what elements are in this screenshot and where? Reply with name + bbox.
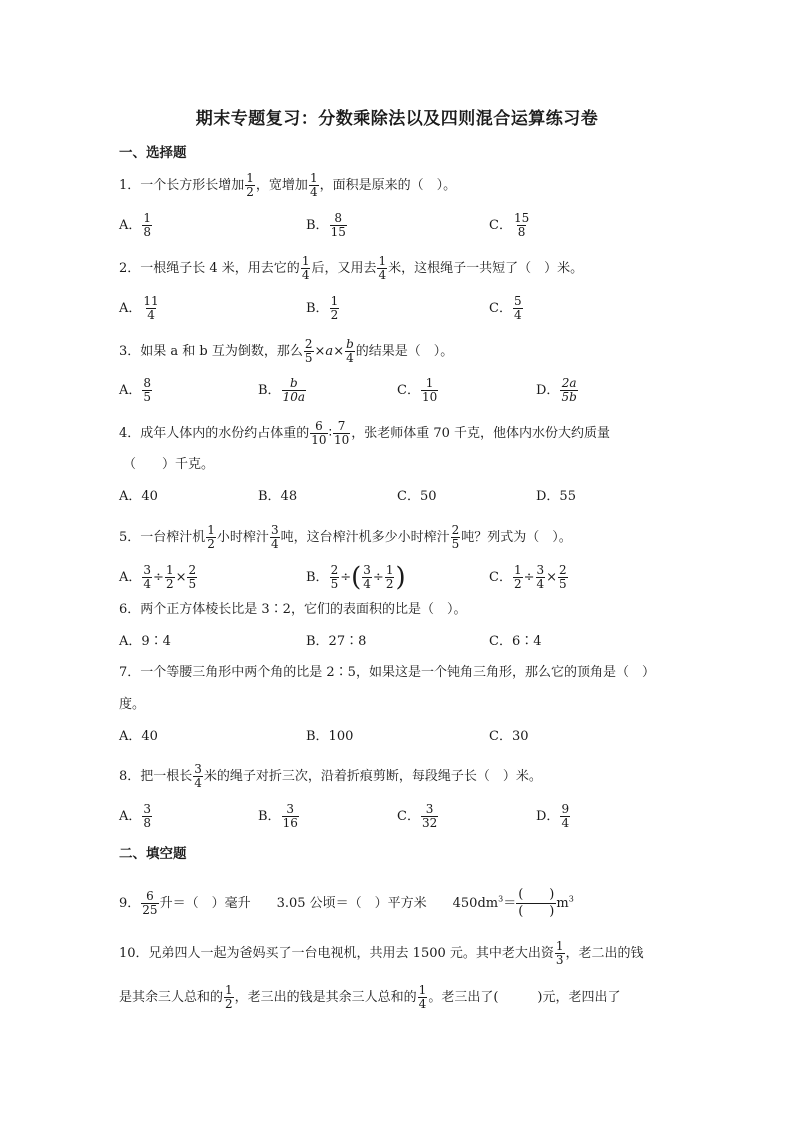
question-10: 10．兄弟四人一起为爸妈买了一台电视机，共用去 1500 元。其中老大出资 $\frac{1}{3}$ ，老二出的钱 (119, 939, 644, 967)
q6-option-c[interactable]: C．6∶4 (489, 634, 542, 649)
q8-option-b[interactable]: B． $\frac{3}{16}$ (258, 802, 298, 830)
question-4: 4．成年人体内的水份约占体重的 $\frac{6}{10}$ ∶ $\frac{7}{10}$ ，张老师体重 70 千克，他体内水份大约质量 (119, 419, 611, 447)
section-fill-heading: 二、填空题 (119, 846, 187, 862)
question-6: 6．两个正方体棱长比是 3∶2，它们的表面积的比是（ ）。 (119, 602, 467, 617)
q6-option-b[interactable]: B．27∶8 (306, 634, 367, 649)
q2-option-c[interactable]: C． $\frac{5}{4}$ (489, 294, 522, 322)
q1-text-3: ，面积是原来的（ ）。 (319, 178, 457, 193)
question-8: 8．把一根长 $\frac{3}{4}$ 米的绳子对折三次，沿着折痕剪断，每段绳子长（ ）米。 (119, 762, 542, 790)
question-9: 9． $\frac{6}{25}$ 升＝（ ）毫升 3.05 公顷＝（ ）平方米 $450dm^3=$ ( ) ( ) $m^3$ (119, 887, 574, 919)
q7-option-c[interactable]: C．30 (489, 729, 529, 744)
question-1 (119, 172, 456, 199)
q1-text-1: 1．一个长方形长增加 (119, 178, 245, 193)
q4-option-a[interactable]: A．40 (119, 489, 158, 504)
question-3: 3．如果 a 和 b 互为倒数，那么 $\frac{2}{5}$ ×a× $\frac{b}{4}$ 的结果是（ ）。 (119, 337, 454, 365)
q4-option-d[interactable]: D．55 (536, 489, 576, 504)
q3-option-a[interactable]: A． $\frac{8}{5}$ (119, 376, 152, 404)
q5-option-b[interactable]: B． $\frac{2}{5}$ ÷( $\frac{3}{4}$ ÷ $\frac{1}{2}$ ) (306, 562, 406, 593)
q3-option-d[interactable]: D． $\frac{2a}{5b}$ (536, 376, 577, 404)
question-7: 7．一个等腰三角形中两个角的比是 2∶5，如果这是一个钝角三角形，那么它的顶角是（ ） (119, 665, 655, 680)
q1-option-c[interactable]: C． $\frac{15}{8}$ (489, 211, 530, 239)
question-5: 5．一台榨汁机 $\frac{1}{2}$ 小时榨汁 $\frac{3}{4}$ 吨，这台榨汁机多少小时榨汁 $\frac{2}{5}$ 吨？列式为（ ）。 (119, 523, 572, 551)
question-2: 2．一根绳子长 4 米，用去它的 $\frac{1}{4}$ 后，又用去 $\frac{1}{4}$ 米，这根绳子一共短了（ ）米。 (119, 254, 584, 282)
question-4-continued: （ ）千克。 (123, 457, 215, 472)
q1-fraction-2: $\frac{1}{4}$ (309, 171, 318, 199)
section-choice-heading: 一、选择题 (119, 145, 187, 161)
q3-option-b[interactable]: B． $\frac{b}{10a}$ (258, 376, 305, 404)
q6-option-a[interactable]: A．9∶4 (119, 634, 171, 649)
q4-option-c[interactable]: C．50 (397, 489, 437, 504)
q7-option-a[interactable]: A．40 (119, 729, 158, 744)
question-7-continued: 度。 (119, 697, 146, 712)
q1-option-b[interactable]: B． $\frac{8}{15}$ (306, 211, 346, 239)
q1-fraction-1: $\frac{1}{2}$ (246, 171, 254, 199)
q5-option-c[interactable]: C． $\frac{1}{2}$ ÷ $\frac{3}{4}$ × $\frac{2}{5}$ (489, 563, 567, 591)
q2-option-a[interactable]: A． $\frac{11}{4}$ (119, 294, 159, 322)
q9-answer-fraction-blank[interactable]: ( ) ( ) (518, 887, 555, 919)
question-10-continued: 是其余三人总和的 $\frac{1}{2}$ ，老三出的钱是其余三人总和的 $\frac{1}{4}$ 。老三出了( )元，老四出了 (119, 983, 621, 1011)
q8-option-a[interactable]: A． $\frac{3}{8}$ (119, 802, 152, 830)
page-title: 期末专题复习：分数乘除法以及四则混合运算练习卷 (195, 109, 599, 129)
q5-option-a[interactable]: A． $\frac{3}{4}$ ÷ $\frac{1}{2}$ × $\frac{2}{5}$ (119, 563, 197, 591)
q3-option-c[interactable]: C． $\frac{1}{10}$ (397, 376, 438, 404)
q2-option-b[interactable]: B． $\frac{1}{2}$ (306, 294, 339, 322)
q4-option-b[interactable]: B．48 (258, 489, 298, 504)
q8-option-c[interactable]: C． $\frac{3}{32}$ (397, 802, 438, 830)
q7-option-b[interactable]: B．100 (306, 729, 354, 744)
q8-option-d[interactable]: D． $\frac{9}{4}$ (536, 802, 570, 830)
q1-option-a[interactable]: A． $\frac{1}{8}$ (119, 211, 152, 239)
q1-text-2: ，宽增加 (255, 178, 308, 193)
